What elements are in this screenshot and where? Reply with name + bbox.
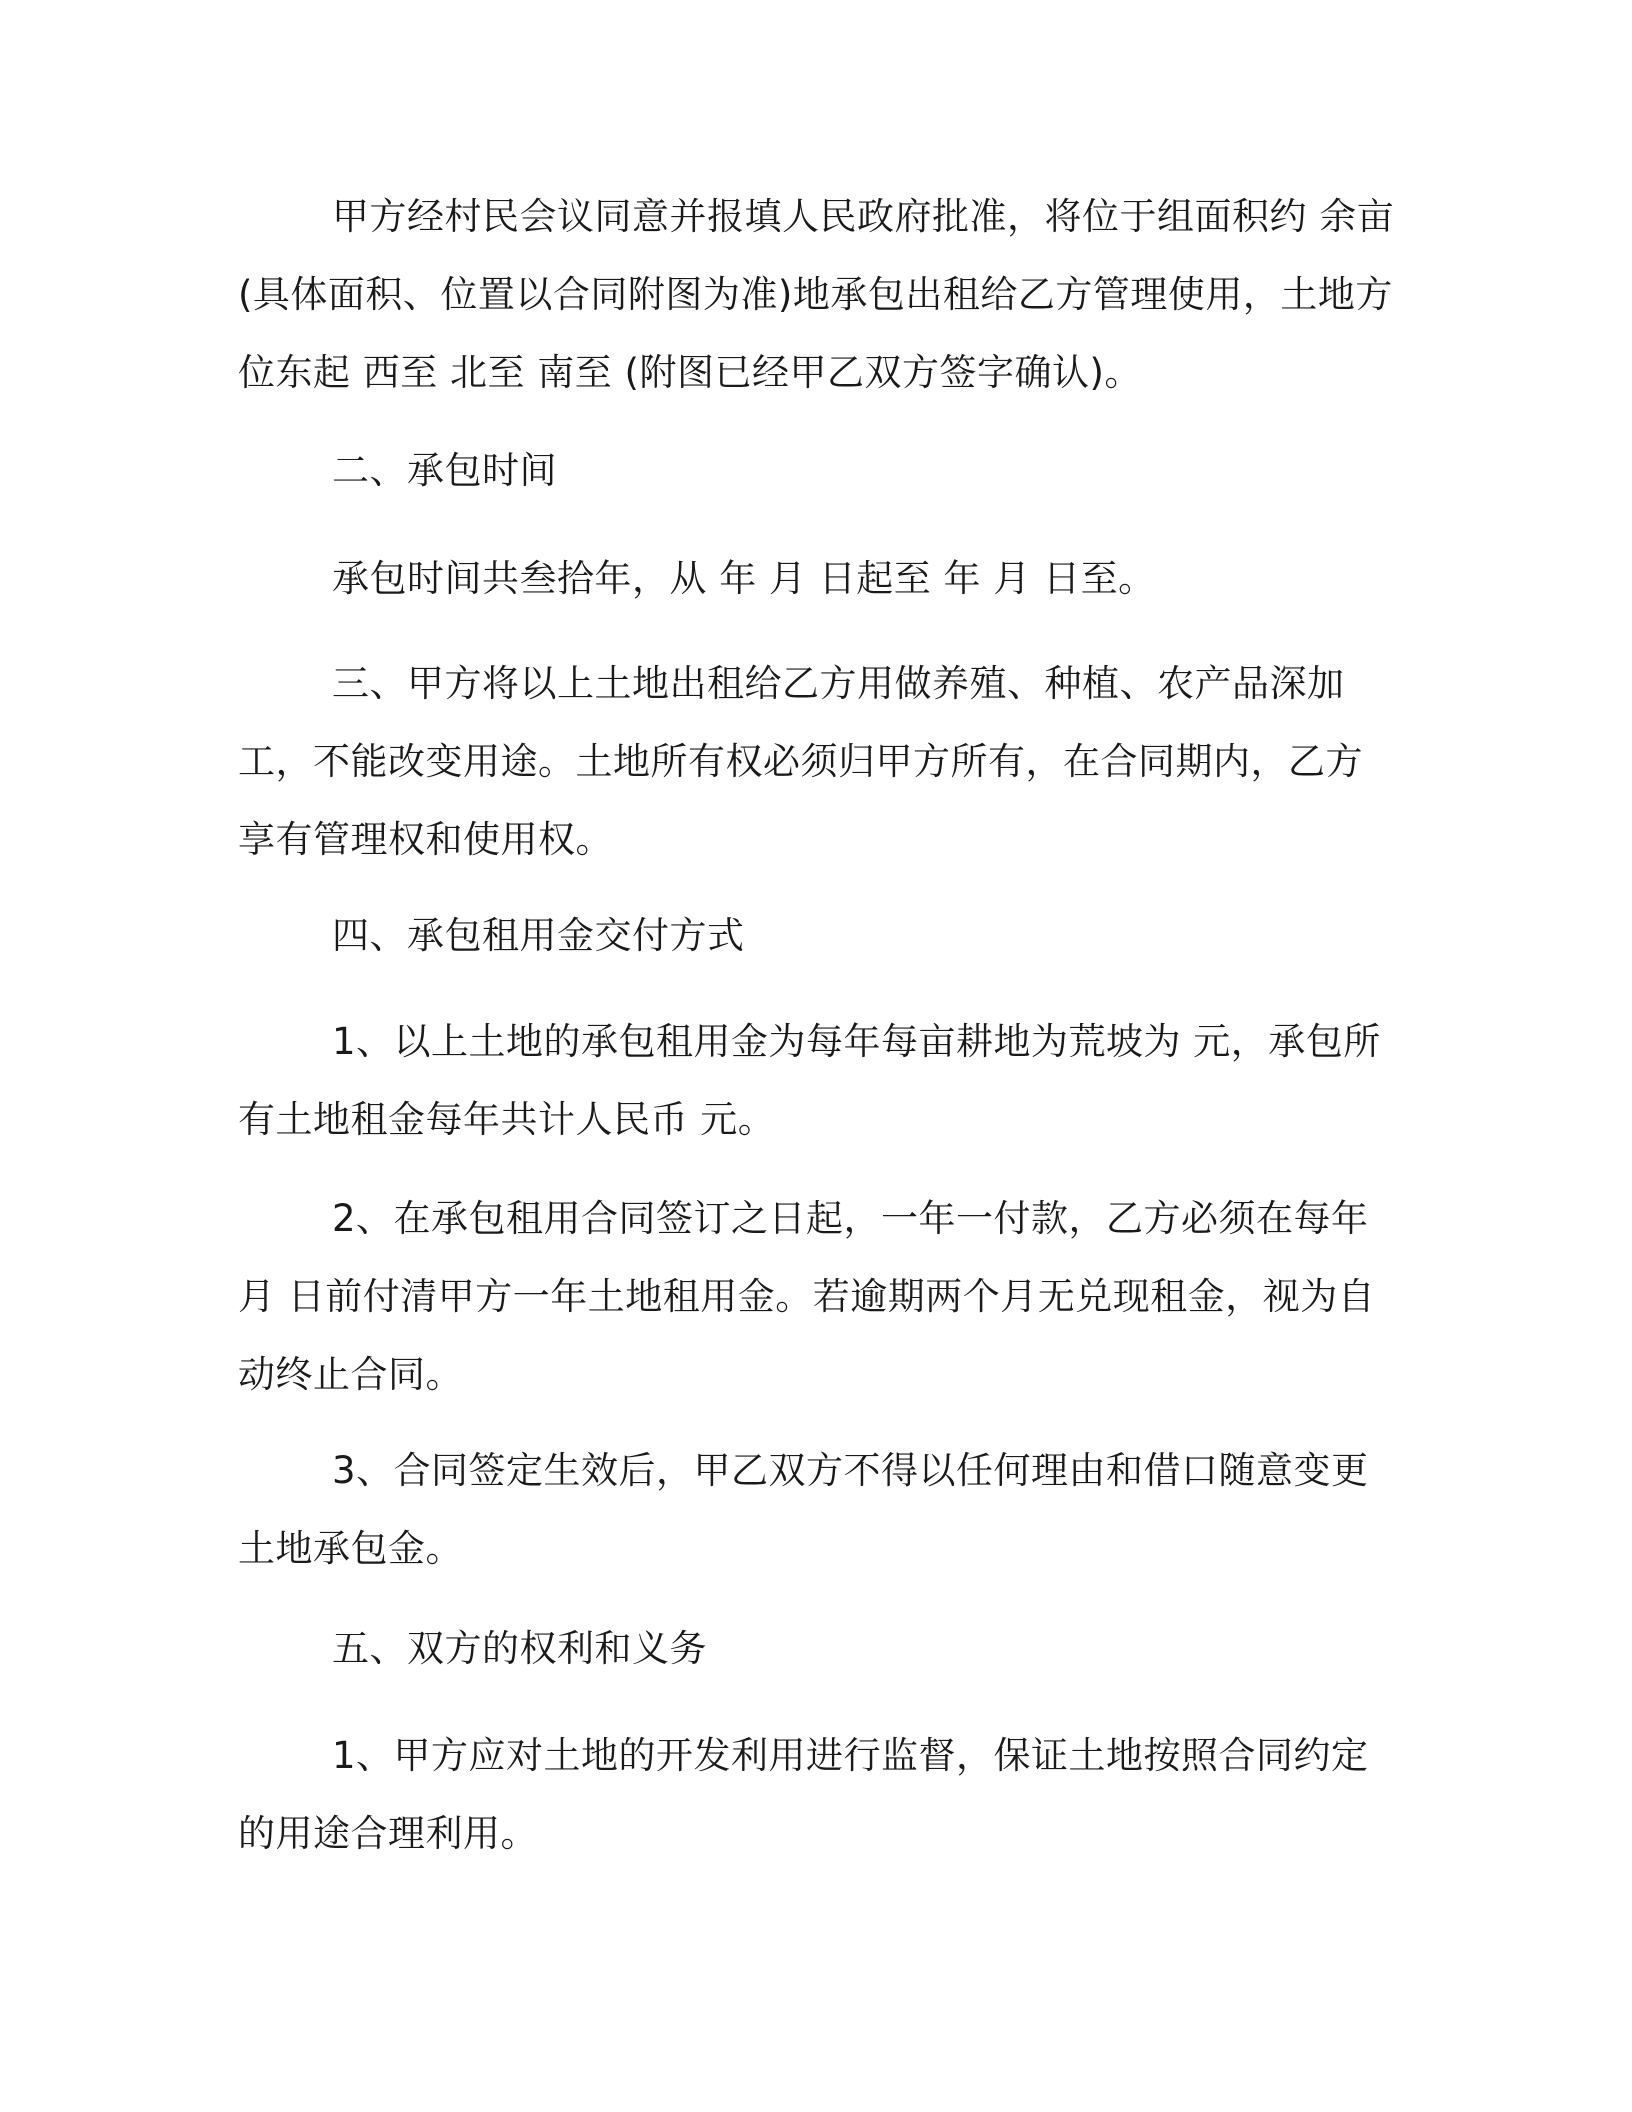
paragraph-land-lease-intro: 甲方经村民会议同意并报填人民政府批准，将位于组面积约 余亩(具体面积、位置以合同附图为准)地承包出租给乙方管理使用，土地方位东起 西至 北至 南至 (附图已经甲乙双方签字确认)。	[238, 195, 1395, 394]
paragraph-section-three-land-use: 三、甲方将以上土地出租给乙方用做养殖、种植、农产品深加工，不能改变用途。土地所有权必须归甲方所有，在合同期内，乙方享有管理权和使用权。	[238, 662, 1363, 861]
paragraph-rights-item-1: 1、甲方应对土地的开发利用进行监督，保证土地按照合同约定的用途合理利用。	[238, 1734, 1369, 1855]
section-heading-lease-term: 二、承包时间	[332, 449, 557, 492]
paragraph-payment-item-1: 1、以上土地的承包租用金为每年每亩耕地为荒坡为 元，承包所有土地租金每年共计人民币 元。	[238, 1020, 1381, 1141]
paragraph-lease-term: 承包时间共叁拾年，从 年 月 日起至 年 月 日至。	[332, 557, 1156, 600]
section-heading-rights-obligations: 五、双方的权利和义务	[332, 1627, 707, 1670]
paragraph-payment-item-3: 3、合同签定生效后，甲乙双方不得以任何理由和借口随意变更土地承包金。	[238, 1449, 1369, 1570]
section-heading-payment-method: 四、承包租用金交付方式	[332, 914, 745, 957]
paragraph-payment-item-2: 2、在承包租用合同签订之日起，一年一付款，乙方必须在每年月 日前付清甲方一年土地租用金。若逾期两个月无兑现租金，视为自动终止合同。	[238, 1197, 1376, 1396]
